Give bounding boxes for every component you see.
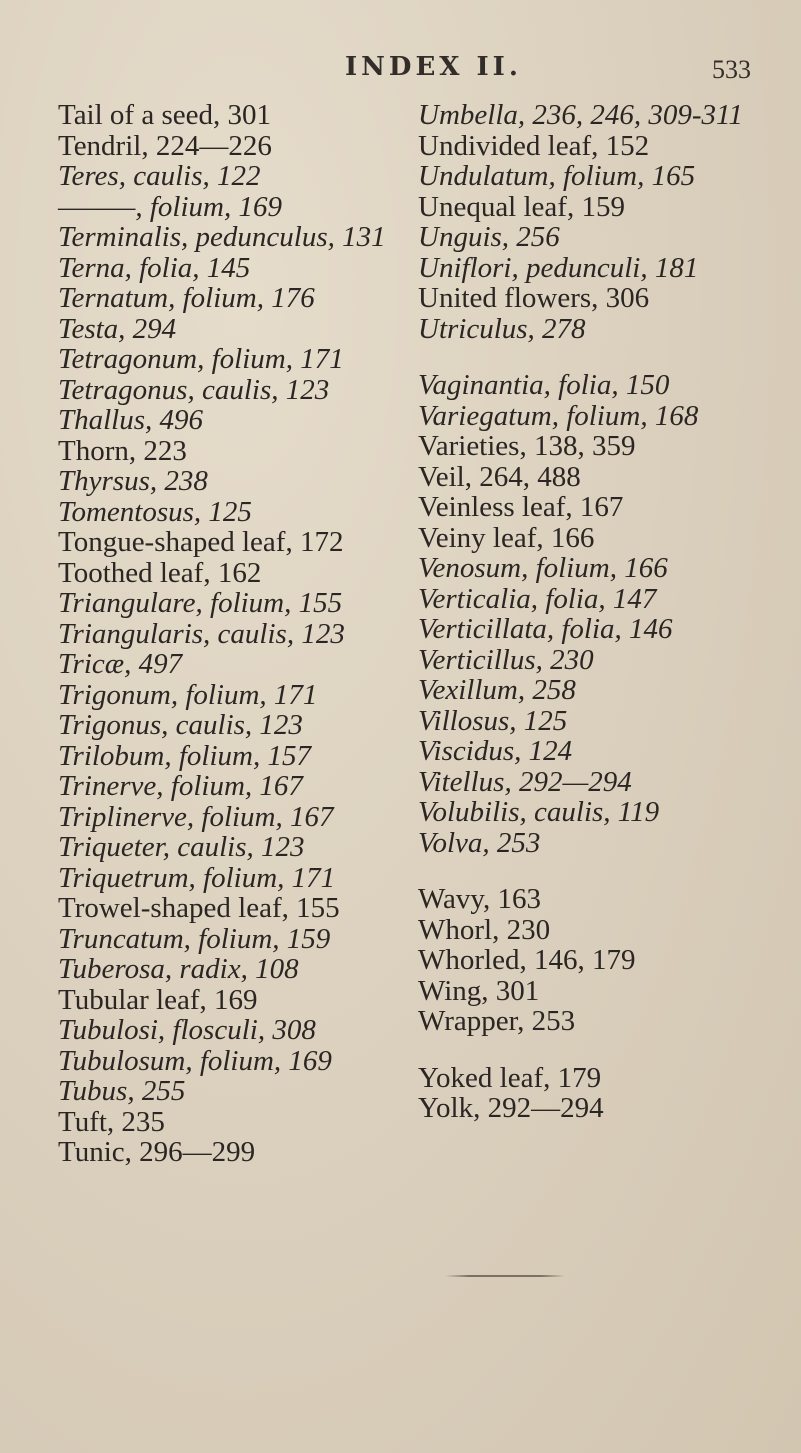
running-title: INDEX II. [345, 52, 522, 82]
index-entry: Volva, 253 [418, 826, 541, 859]
index-entry: Tendril, 224—226 [58, 129, 272, 162]
index-entry: Whorled, 146, 179 [418, 944, 636, 976]
index-entry: Verticillus, 230 [418, 643, 594, 676]
index-entry: Truncatum, folium, 159 [58, 922, 331, 955]
index-entry: Tricæ, 497 [58, 648, 183, 680]
end-rule [445, 1275, 565, 1277]
index-entry: Varieties, 138, 359 [418, 430, 636, 462]
index-entry: Verticalia, folia, 147 [418, 582, 657, 615]
index-entry: Tubulosum, folium, 169 [58, 1044, 332, 1077]
index-entry: Yolk, 292—294 [418, 1092, 604, 1124]
index-entry: Whorl, 230 [418, 913, 551, 946]
section-gap [418, 344, 788, 370]
index-entry: Tail of a seed, 301 [58, 99, 271, 131]
index-entry: Tubulosi, flosculi, 308 [58, 1014, 316, 1046]
index-entry: Triangularis, caulis, 123 [58, 617, 345, 650]
index-entry: Undulatum, folium, 165 [418, 160, 696, 192]
index-entry: Vexillum, 258 [418, 674, 576, 706]
page-header [0, 52, 801, 92]
index-entry: Wavy, 163 [418, 883, 542, 915]
index-entry: Thyrsus, 238 [58, 465, 208, 497]
index-entry: Veil, 264, 488 [418, 460, 581, 493]
index-entry: Terna, folia, 145 [58, 251, 251, 284]
index-entry: Teres, caulis, 122 [58, 160, 261, 192]
index-entry: United flowers, 306 [418, 282, 650, 314]
index-entry: Tubus, 255 [58, 1075, 186, 1107]
index-entry: Vaginantia, folia, 150 [418, 369, 670, 401]
index-entry: Uniflori, pedunculi, 181 [418, 251, 699, 284]
index-entry: Trigonum, folium, 171 [58, 678, 318, 711]
index-entry: Triqueter, caulis, 123 [58, 831, 305, 863]
index-entry: ———, folium, 169 [58, 190, 282, 223]
index-entry: Veiny leaf, 166 [418, 521, 595, 554]
index-entry: Thorn, 223 [58, 434, 187, 467]
section-gap [418, 1037, 788, 1063]
index-entry: Veinless leaf, 167 [418, 491, 624, 523]
index-entry: Wing, 301 [418, 974, 540, 1007]
index-entry: Terminalis, pedunculus, 131 [58, 221, 386, 253]
index-entry: Yoked leaf, 179 [418, 1061, 602, 1094]
index-entry: Trinerve, folium, 167 [58, 770, 303, 802]
index-entry: Toothed leaf, 162 [58, 556, 262, 589]
index-entry: Utriculus, 278 [418, 312, 586, 345]
index-entry: Undivided leaf, 152 [418, 129, 650, 162]
index-entry: Trilobum, folium, 157 [58, 739, 311, 772]
index-entry: Trowel-shaped leaf, 155 [58, 892, 340, 924]
index-entry: Trigonus, caulis, 123 [58, 709, 303, 741]
index-entry: Tomentosus, 125 [58, 495, 252, 528]
index-entry: Tuft, 235 [58, 1105, 165, 1138]
index-entry: Tubular leaf, 169 [58, 983, 258, 1016]
index-entry: Variegatum, folium, 168 [418, 399, 699, 432]
index-entry: Tuberosa, radix, 108 [58, 953, 299, 985]
index-entry: Villosus, 125 [418, 704, 568, 737]
index-entry: Thallus, 496 [58, 404, 204, 436]
index-entry: Viscidus, 124 [418, 735, 573, 767]
index-entry: Tetragonum, folium, 171 [58, 343, 344, 375]
page-number: 533 [712, 55, 751, 84]
index-entry: Testa, 294 [58, 312, 177, 345]
index-entry: Ternatum, folium, 176 [58, 282, 315, 314]
section-gap [418, 858, 788, 884]
index-entry: Verticillata, folia, 146 [418, 613, 673, 645]
index-entry: Unequal leaf, 159 [418, 190, 625, 223]
index-entry: Triangulare, folium, 155 [58, 587, 343, 619]
index-entry: Volubilis, caulis, 119 [418, 796, 660, 828]
index-entry: Tetragonus, caulis, 123 [58, 373, 330, 406]
index-entry: Umbella, 236, 246, 309-311 [418, 99, 743, 131]
index-entry: Vitellus, 292—294 [418, 765, 632, 798]
left-index-column [58, 100, 388, 1168]
right-index-column [418, 100, 788, 1124]
index-entry: Venosum, folium, 166 [418, 552, 668, 584]
index-entry: Tongue-shaped leaf, 172 [58, 526, 344, 558]
index-entry: Unguis, 256 [418, 221, 560, 253]
index-entry: Tunic, 296—299 [58, 1136, 256, 1168]
index-entry: Triquetrum, folium, 171 [58, 861, 336, 894]
index-entry: Triplinerve, folium, 167 [58, 800, 334, 833]
index-entry: Wrapper, 253 [418, 1005, 576, 1037]
